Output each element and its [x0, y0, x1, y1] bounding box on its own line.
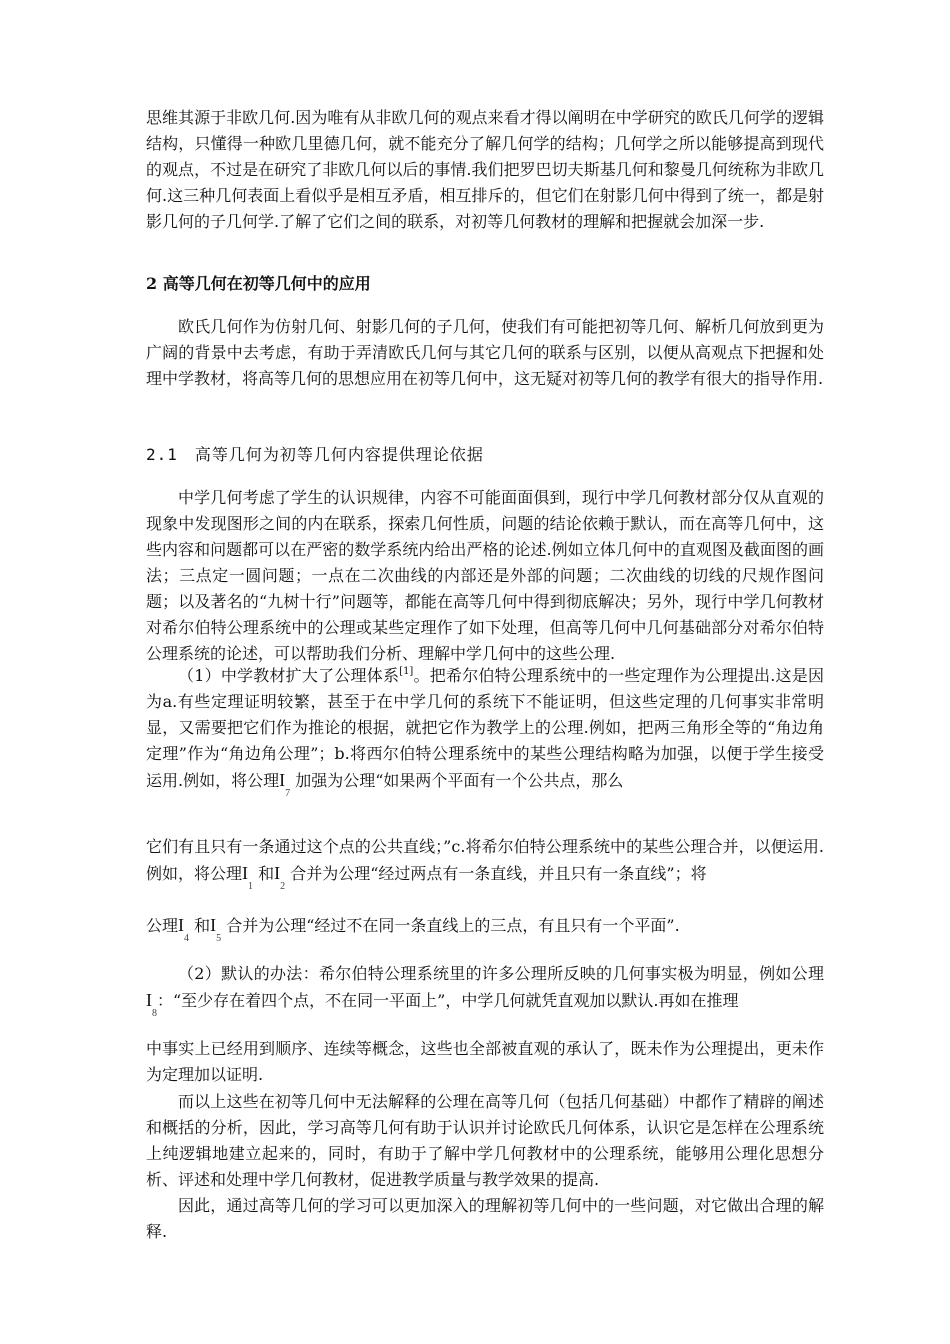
- intro-paragraph: 思维其源于非欧几何.因为唯有从非欧几何的观点来看才得以阐明在中学研究的欧氏几何学的逻辑结构，只懂得一种欧几里德几何，就不能充分了解几何学的结构；几何学之所以能够提高到现代的观点，不过是在研究了非欧几何以后的事情.我们把罗巴切夫斯基几何和黎曼几何统称为非欧几何.这三种几何表面上看似乎是相互矛盾，相互排斥的，但它们在射影几何中得到了统一，都是射影几何的子几何学.了解了它们之间的联系，对初等几何教材的理解和把握就会加深一步.: [146, 108, 824, 231]
- axiom-i1: $I_1$: [242, 863, 254, 892]
- paragraph-3: 而以上这些在初等几何中无法解释的公理在高等几何（包括几何基础）中都作了精辟的阐述和概括的分析，因此，学习高等几何有助于认识并讨论欧氏几何体系，认识它是怎样在公理系统上纯逻辑地建立起来的，同时，有助于了解中学几何教材中的公理系统，能够用公理化思想分析、评述和处理中学几何教材，促进教学质量与教学效果的提高.: [146, 1092, 824, 1189]
- axiom-i8: $I_8$: [146, 990, 157, 1019]
- item-2-continued-block: [146, 1036, 824, 1088]
- section-2-paragraph-block: [146, 314, 824, 392]
- item-2-block: [146, 961, 824, 1027]
- citation-ref: [1]: [399, 666, 414, 677]
- paragraph-4-block: [146, 1193, 824, 1245]
- item-1-continued: 它们有且只有一条通过这个点的公共直线；”c.将希尔伯特公理系统中的某些公理合并，以便运用.例如，将公理$I_1$ 和$I_2$ 合并为公理“经过两点有一条直线，并且只有一条直线”；将: [146, 837, 824, 892]
- item-1-block: [146, 659, 824, 807]
- item-2-paragraph: （2）默认的办法：希尔伯特公理系统里的许多公理所反映的几何事实极为明显，例如公理$I_8$：“至少存在着四个点，不在同一平面上”，中学几何就凭直观加以默认.再如在推理: [146, 964, 824, 1019]
- section-2-1-paragraph-block: [146, 485, 824, 667]
- section-2-1-heading-block: [146, 442, 824, 468]
- item-1-final: 公理$I_4$ 和$I_5$ 合并为公理“经过不在同一条直线上的三点，有且只有一个平面”.: [146, 915, 680, 944]
- section-2-paragraph: 欧氏几何作为仿射几何、射影几何的子几何，使我们有可能把初等几何、解析几何放到更为广阔的背景中去考虑，有助于弄清欧氏几何与其它几何的联系与区别，以便从高观点下把握和处理中学教材，将高等几何的思想应用在初等几何中，这无疑对初等几何的教学有很大的指导作用.: [146, 317, 824, 388]
- axiom-i4: $I_4$: [178, 915, 190, 944]
- axiom-i7: $I_7$: [279, 770, 291, 799]
- section-2-heading: 2 高等几何在初等几何中的应用: [146, 274, 371, 293]
- intro-paragraph-block: [146, 105, 824, 235]
- axiom-i5: $I_5$: [210, 915, 222, 944]
- item-2-continued: 中事实上已经用到顺序、连续等概念，这些也全部被直观的承认了，既未作为公理提出，更未作为定理加以证明.: [146, 1039, 824, 1084]
- section-2-1-heading: 2.1 高等几何为初等几何内容提供理论依据: [146, 445, 484, 464]
- item-1-paragraph: （1）中学教材扩大了公理体系[1]。把希尔伯特公理系统中的一些定理作为公理提出.这是因为a.有些定理证明较繁，甚至于在中学几何的系统下不能证明，但这些定理的几何事实非常明显，又需要把它们作为推论的根据，就把它作为教学上的公理.例如，把两三角形全等的“角边角定理”作为“角边角公理”；b.将西尔伯特公理系统中的某些公理结构略为加强，以便于学生接受运用.例如，将公理$I_7$ 加强为公理“如果两个平面有一个公共点，那么: [146, 666, 824, 799]
- axiom-i2: $I_2$: [274, 863, 286, 892]
- section-2-1-paragraph: 中学几何考虑了学生的认识规律，内容不可能面面俱到，现行中学几何教材部分仅从直观的现象中发现图形之间的内在联系，探索几何性质，问题的结论依赖于默认，而在高等几何中，这些内容和问题都可以在严密的数学系统内给出严格的论述.例如立体几何中的直观图及截面图的画法；三点定一圆问题；一点在二次曲线的内部还是外部的问题；二次曲线的切线的尺规作图问题；以及著名的“九树十行”问题等，都能在高等几何中得到彻底解决；另外，现行中学几何教材对希尔伯特公理系统中的公理或某些定理作了如下处理，但高等几何中几何基础部分对希尔伯特公理系统的论述，可以帮助我们分析、理解中学几何中的这些公理.: [146, 488, 824, 663]
- paragraph-4: 因此，通过高等几何的学习可以更加深入的理解初等几何中的一些问题，对它做出合理的解释.: [146, 1196, 824, 1241]
- item-1-final-block: [146, 912, 824, 952]
- paragraph-3-block: [146, 1089, 824, 1193]
- section-2-heading-block: [146, 271, 824, 297]
- item-1-continued-block: [146, 834, 824, 900]
